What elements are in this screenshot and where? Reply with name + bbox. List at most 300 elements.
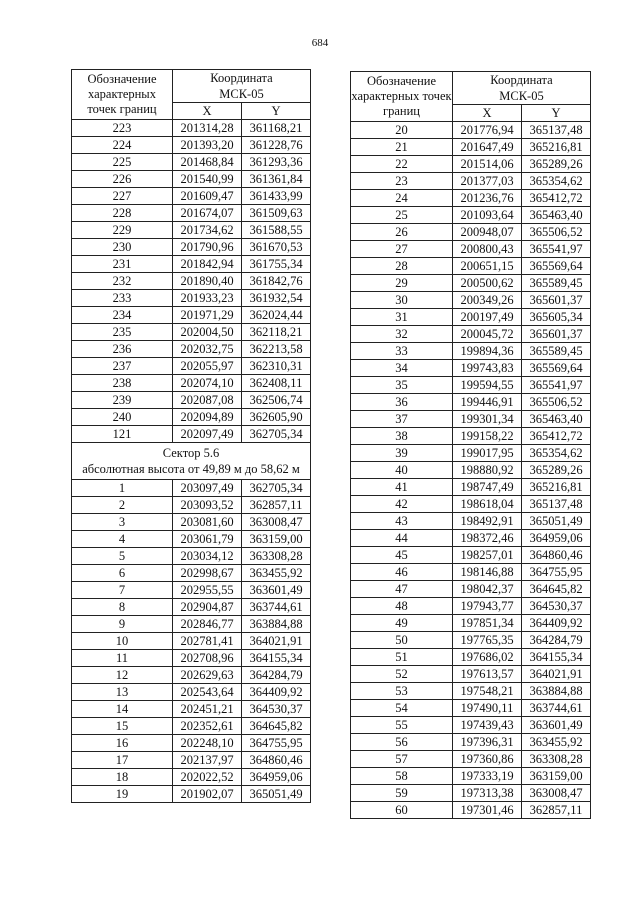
point-number: 223: [72, 120, 173, 137]
y-header: Y: [522, 105, 591, 122]
table-row: [72, 684, 311, 701]
y-coordinate: 365569,64: [522, 258, 591, 275]
y-coordinate: 363601,49: [522, 717, 591, 734]
y-coordinate: 364409,92: [242, 684, 311, 701]
y-coordinate: 365601,37: [522, 292, 591, 309]
table-row: [351, 479, 591, 496]
table-row: [72, 392, 311, 409]
point-number: 53: [351, 683, 453, 700]
coordinate-title: Координата: [210, 71, 273, 85]
x-coordinate: 197396,31: [453, 734, 522, 751]
x-coordinate: 202955,55: [173, 582, 242, 599]
x-coordinate: 197548,21: [453, 683, 522, 700]
x-coordinate: 198042,37: [453, 581, 522, 598]
x-coordinate: 203034,12: [173, 548, 242, 565]
point-number: 2: [72, 497, 173, 514]
y-coordinate: 365137,48: [522, 496, 591, 513]
x-coordinate: 202055,97: [173, 358, 242, 375]
x-coordinate: 202097,49: [173, 426, 242, 443]
point-number: 49: [351, 615, 453, 632]
x-coordinate: 197333,19: [453, 768, 522, 785]
point-number: 231: [72, 256, 173, 273]
point-number: 224: [72, 137, 173, 154]
point-number: 13: [72, 684, 173, 701]
table-row: [351, 768, 591, 785]
x-coordinate: 202022,52: [173, 769, 242, 786]
y-coordinate: 365412,72: [522, 190, 591, 207]
point-number: 10: [72, 633, 173, 650]
x-coordinate: 202904,87: [173, 599, 242, 616]
point-number: 19: [72, 786, 173, 803]
y-coordinate: 361842,76: [242, 273, 311, 290]
table-row: [72, 154, 311, 171]
y-coordinate: 363008,47: [242, 514, 311, 531]
y-coordinate: 361361,84: [242, 171, 311, 188]
x-coordinate: 202004,50: [173, 324, 242, 341]
y-header: Y: [242, 103, 311, 120]
y-coordinate: 365137,48: [522, 122, 591, 139]
right-rows: [351, 122, 591, 819]
point-number: 45: [351, 547, 453, 564]
table-row: [72, 769, 311, 786]
table-row: [351, 513, 591, 530]
table-row: [72, 205, 311, 222]
left-rows-bottom: [72, 480, 311, 803]
y-coordinate: 364755,95: [522, 564, 591, 581]
table-row: [351, 394, 591, 411]
point-number: 40: [351, 462, 453, 479]
x-coordinate: 198747,49: [453, 479, 522, 496]
point-number: 46: [351, 564, 453, 581]
point-number: 227: [72, 188, 173, 205]
y-coordinate: 365412,72: [522, 428, 591, 445]
point-number: 50: [351, 632, 453, 649]
table-row: [351, 428, 591, 445]
y-coordinate: 365589,45: [522, 275, 591, 292]
point-number: 24: [351, 190, 453, 207]
point-number: 42: [351, 496, 453, 513]
table-row: [351, 360, 591, 377]
point-number: 18: [72, 769, 173, 786]
x-coordinate: 199446,91: [453, 394, 522, 411]
table-row: [351, 785, 591, 802]
table-row: [72, 120, 311, 137]
y-coordinate: 365289,26: [522, 462, 591, 479]
table-row: [72, 222, 311, 239]
y-coordinate: 363601,49: [242, 582, 311, 599]
table-row: [72, 307, 311, 324]
y-coordinate: 362310,31: [242, 358, 311, 375]
y-coordinate: 364860,46: [242, 752, 311, 769]
x-coordinate: 197613,57: [453, 666, 522, 683]
point-number: 12: [72, 667, 173, 684]
point-number: 235: [72, 324, 173, 341]
y-coordinate: 362213,58: [242, 341, 311, 358]
table-row: [72, 239, 311, 256]
table-row: [351, 581, 591, 598]
x-coordinate: 199594,55: [453, 377, 522, 394]
table-row: [72, 480, 311, 497]
x-coordinate: 202248,10: [173, 735, 242, 752]
y-coordinate: 364860,46: [522, 547, 591, 564]
y-coordinate: 364284,79: [522, 632, 591, 649]
point-number: 37: [351, 411, 453, 428]
y-coordinate: 363008,47: [522, 785, 591, 802]
x-coordinate: 202998,67: [173, 565, 242, 582]
x-coordinate: 197851,34: [453, 615, 522, 632]
table-row: [72, 290, 311, 307]
point-number: 56: [351, 734, 453, 751]
table-row: [351, 802, 591, 819]
y-coordinate: 364530,37: [242, 701, 311, 718]
x-coordinate: 201902,07: [173, 786, 242, 803]
y-coordinate: 365216,81: [522, 479, 591, 496]
x-coordinate: 202629,63: [173, 667, 242, 684]
y-coordinate: 362705,34: [242, 426, 311, 443]
table-row: [72, 256, 311, 273]
x-coordinate: 197360,86: [453, 751, 522, 768]
y-coordinate: 365541,97: [522, 241, 591, 258]
x-coordinate: 202543,64: [173, 684, 242, 701]
y-coordinate: 365589,45: [522, 343, 591, 360]
y-coordinate: 365569,64: [522, 360, 591, 377]
x-coordinate: 199894,36: [453, 343, 522, 360]
y-coordinate: 363159,00: [242, 531, 311, 548]
y-coordinate: 362408,11: [242, 375, 311, 392]
y-coordinate: 365541,97: [522, 377, 591, 394]
table-row: [351, 173, 591, 190]
coordinate-title: Координата: [490, 73, 553, 87]
y-coordinate: 363744,61: [522, 700, 591, 717]
x-coordinate: 202846,77: [173, 616, 242, 633]
point-number: 58: [351, 768, 453, 785]
x-coordinate: 202074,10: [173, 375, 242, 392]
point-number: 36: [351, 394, 453, 411]
y-coordinate: 362605,90: [242, 409, 311, 426]
y-coordinate: 363308,28: [242, 548, 311, 565]
x-coordinate: 203093,52: [173, 497, 242, 514]
x-coordinate: 198372,46: [453, 530, 522, 547]
coordinate-system: МСК-05: [219, 87, 264, 101]
x-coordinate: 197490,11: [453, 700, 522, 717]
y-coordinate: 363455,92: [522, 734, 591, 751]
y-coordinate: 363308,28: [522, 751, 591, 768]
y-coordinate: 363159,00: [522, 768, 591, 785]
point-number: 239: [72, 392, 173, 409]
y-coordinate: 363884,88: [522, 683, 591, 700]
point-number: 228: [72, 205, 173, 222]
x-coordinate: 200197,49: [453, 309, 522, 326]
point-number: 59: [351, 785, 453, 802]
x-coordinate: 201647,49: [453, 139, 522, 156]
y-coordinate: 364959,06: [242, 769, 311, 786]
point-number: 33: [351, 343, 453, 360]
y-coordinate: 361588,55: [242, 222, 311, 239]
x-coordinate: 201776,94: [453, 122, 522, 139]
x-coordinate: 202708,96: [173, 650, 242, 667]
y-coordinate: 362118,21: [242, 324, 311, 341]
y-coordinate: 365463,40: [522, 207, 591, 224]
table-row: [72, 565, 311, 582]
table-row: [72, 599, 311, 616]
point-number: 16: [72, 735, 173, 752]
table-row: [72, 531, 311, 548]
y-coordinate: 365605,34: [522, 309, 591, 326]
x-coordinate: 201514,06: [453, 156, 522, 173]
y-coordinate: 362857,11: [242, 497, 311, 514]
coordinate-header: [173, 70, 311, 103]
x-coordinate: 198618,04: [453, 496, 522, 513]
table-row: [72, 273, 311, 290]
y-coordinate: 363884,88: [242, 616, 311, 633]
point-number: 14: [72, 701, 173, 718]
point-number: 30: [351, 292, 453, 309]
point-label-header: Обозначение характерных точек границ: [72, 70, 173, 120]
x-coordinate: 201971,29: [173, 307, 242, 324]
table-row: [72, 514, 311, 531]
x-header: X: [173, 103, 242, 120]
point-number: 54: [351, 700, 453, 717]
point-number: 43: [351, 513, 453, 530]
x-coordinate: 201890,40: [173, 273, 242, 290]
table-row: [351, 377, 591, 394]
sector-heading: [72, 443, 311, 480]
point-number: 5: [72, 548, 173, 565]
table-row: [72, 188, 311, 205]
x-coordinate: 203081,60: [173, 514, 242, 531]
x-coordinate: 200948,07: [453, 224, 522, 241]
table-row: [72, 358, 311, 375]
y-coordinate: 363455,92: [242, 565, 311, 582]
x-coordinate: 197686,02: [453, 649, 522, 666]
y-coordinate: 361670,53: [242, 239, 311, 256]
point-number: 8: [72, 599, 173, 616]
table-row: [72, 426, 311, 443]
coordinate-header: [453, 72, 591, 105]
table-row: [72, 667, 311, 684]
point-number: 48: [351, 598, 453, 615]
x-coordinate: 198492,91: [453, 513, 522, 530]
y-coordinate: 364284,79: [242, 667, 311, 684]
table-row: [351, 275, 591, 292]
table-row: [351, 139, 591, 156]
x-coordinate: 202352,61: [173, 718, 242, 735]
x-coordinate: 197765,35: [453, 632, 522, 649]
table-row: [351, 156, 591, 173]
table-row: [72, 735, 311, 752]
point-number: 233: [72, 290, 173, 307]
point-number: 32: [351, 326, 453, 343]
table-row: [351, 632, 591, 649]
y-coordinate: 365354,62: [522, 445, 591, 462]
table-row: [351, 734, 591, 751]
point-number: 52: [351, 666, 453, 683]
x-coordinate: 201468,84: [173, 154, 242, 171]
point-number: 121: [72, 426, 173, 443]
y-coordinate: 362857,11: [522, 802, 591, 819]
y-coordinate: 365601,37: [522, 326, 591, 343]
point-number: 230: [72, 239, 173, 256]
y-coordinate: 365506,52: [522, 224, 591, 241]
table-row: [72, 171, 311, 188]
table-row: [72, 582, 311, 599]
y-coordinate: 364755,95: [242, 735, 311, 752]
point-number: 38: [351, 428, 453, 445]
x-coordinate: 197301,46: [453, 802, 522, 819]
point-number: 236: [72, 341, 173, 358]
x-coordinate: 203097,49: [173, 480, 242, 497]
y-coordinate: 364021,91: [522, 666, 591, 683]
x-coordinate: 202451,21: [173, 701, 242, 718]
x-coordinate: 201377,03: [453, 173, 522, 190]
point-number: 51: [351, 649, 453, 666]
x-coordinate: 198257,01: [453, 547, 522, 564]
table-row: [351, 207, 591, 224]
x-coordinate: 201734,62: [173, 222, 242, 239]
y-coordinate: 361932,54: [242, 290, 311, 307]
x-coordinate: 199017,95: [453, 445, 522, 462]
table-row: [72, 701, 311, 718]
point-number: 23: [351, 173, 453, 190]
y-coordinate: 365289,26: [522, 156, 591, 173]
point-number: 17: [72, 752, 173, 769]
x-coordinate: 199301,34: [453, 411, 522, 428]
table-row: [351, 326, 591, 343]
x-coordinate: 202137,97: [173, 752, 242, 769]
y-coordinate: 365506,52: [522, 394, 591, 411]
sector-altitude: абсолютная высота от 49,89 м до 58,62 м: [82, 462, 300, 476]
table-row: [351, 717, 591, 734]
table-row: [72, 137, 311, 154]
x-coordinate: 197313,38: [453, 785, 522, 802]
table-row: [351, 496, 591, 513]
point-number: 225: [72, 154, 173, 171]
point-number: 9: [72, 616, 173, 633]
x-coordinate: 201236,76: [453, 190, 522, 207]
table-row: [351, 462, 591, 479]
y-coordinate: 361509,63: [242, 205, 311, 222]
x-coordinate: 201609,47: [173, 188, 242, 205]
x-coordinate: 202032,75: [173, 341, 242, 358]
point-number: 3: [72, 514, 173, 531]
point-number: 29: [351, 275, 453, 292]
x-coordinate: 202094,89: [173, 409, 242, 426]
point-number: 35: [351, 377, 453, 394]
point-number: 234: [72, 307, 173, 324]
x-coordinate: 201393,20: [173, 137, 242, 154]
point-number: 229: [72, 222, 173, 239]
x-coordinate: 201933,23: [173, 290, 242, 307]
point-number: 15: [72, 718, 173, 735]
y-coordinate: 361293,36: [242, 154, 311, 171]
point-number: 22: [351, 156, 453, 173]
table-row: [72, 633, 311, 650]
left-rows-top: [72, 120, 311, 443]
point-number: 240: [72, 409, 173, 426]
sector-title: Сектор 5.6: [162, 446, 220, 460]
y-coordinate: 361433,99: [242, 188, 311, 205]
table-row: [351, 564, 591, 581]
x-coordinate: 198146,88: [453, 564, 522, 581]
x-coordinate: 200651,15: [453, 258, 522, 275]
table-row: [72, 548, 311, 565]
y-coordinate: 361168,21: [242, 120, 311, 137]
x-coordinate: 202087,08: [173, 392, 242, 409]
table-row: [72, 497, 311, 514]
y-coordinate: 364530,37: [522, 598, 591, 615]
table-row: [72, 752, 311, 769]
coordinates-table-right: [350, 71, 591, 819]
x-coordinate: 201093,64: [453, 207, 522, 224]
coordinates-table-left: [71, 69, 311, 803]
x-coordinate: 202781,41: [173, 633, 242, 650]
point-number: 238: [72, 375, 173, 392]
table-row: [351, 649, 591, 666]
table-row: [351, 530, 591, 547]
table-row: [72, 409, 311, 426]
y-coordinate: 365216,81: [522, 139, 591, 156]
point-number: 7: [72, 582, 173, 599]
point-number: 21: [351, 139, 453, 156]
x-coordinate: 200045,72: [453, 326, 522, 343]
x-coordinate: 201842,94: [173, 256, 242, 273]
table-row: [351, 224, 591, 241]
point-number: 25: [351, 207, 453, 224]
point-number: 27: [351, 241, 453, 258]
y-coordinate: 361755,34: [242, 256, 311, 273]
point-number: 55: [351, 717, 453, 734]
point-number: 31: [351, 309, 453, 326]
y-coordinate: 362506,74: [242, 392, 311, 409]
table-row: [72, 324, 311, 341]
x-coordinate: 197439,43: [453, 717, 522, 734]
x-coordinate: 203061,79: [173, 531, 242, 548]
y-coordinate: 364155,34: [242, 650, 311, 667]
point-number: 39: [351, 445, 453, 462]
y-coordinate: 364155,34: [522, 649, 591, 666]
y-coordinate: 363744,61: [242, 599, 311, 616]
table-row: [351, 122, 591, 139]
table-row: [72, 375, 311, 392]
y-coordinate: 365051,49: [242, 786, 311, 803]
point-number: 26: [351, 224, 453, 241]
table-row: [72, 718, 311, 735]
y-coordinate: 365051,49: [522, 513, 591, 530]
x-header: X: [453, 105, 522, 122]
point-number: 57: [351, 751, 453, 768]
table-row: [351, 751, 591, 768]
point-number: 60: [351, 802, 453, 819]
point-number: 41: [351, 479, 453, 496]
sector-block: [72, 443, 311, 480]
y-coordinate: 365463,40: [522, 411, 591, 428]
x-coordinate: 201314,28: [173, 120, 242, 137]
x-coordinate: 201790,96: [173, 239, 242, 256]
point-number: 11: [72, 650, 173, 667]
y-coordinate: 362705,34: [242, 480, 311, 497]
x-coordinate: 199158,22: [453, 428, 522, 445]
table-row: [351, 411, 591, 428]
point-number: 34: [351, 360, 453, 377]
point-number: 226: [72, 171, 173, 188]
y-coordinate: 364645,82: [522, 581, 591, 598]
table-row: [72, 341, 311, 358]
y-coordinate: 361228,76: [242, 137, 311, 154]
y-coordinate: 364021,91: [242, 633, 311, 650]
table-row: [351, 445, 591, 462]
table-row: [351, 547, 591, 564]
y-coordinate: 364409,92: [522, 615, 591, 632]
